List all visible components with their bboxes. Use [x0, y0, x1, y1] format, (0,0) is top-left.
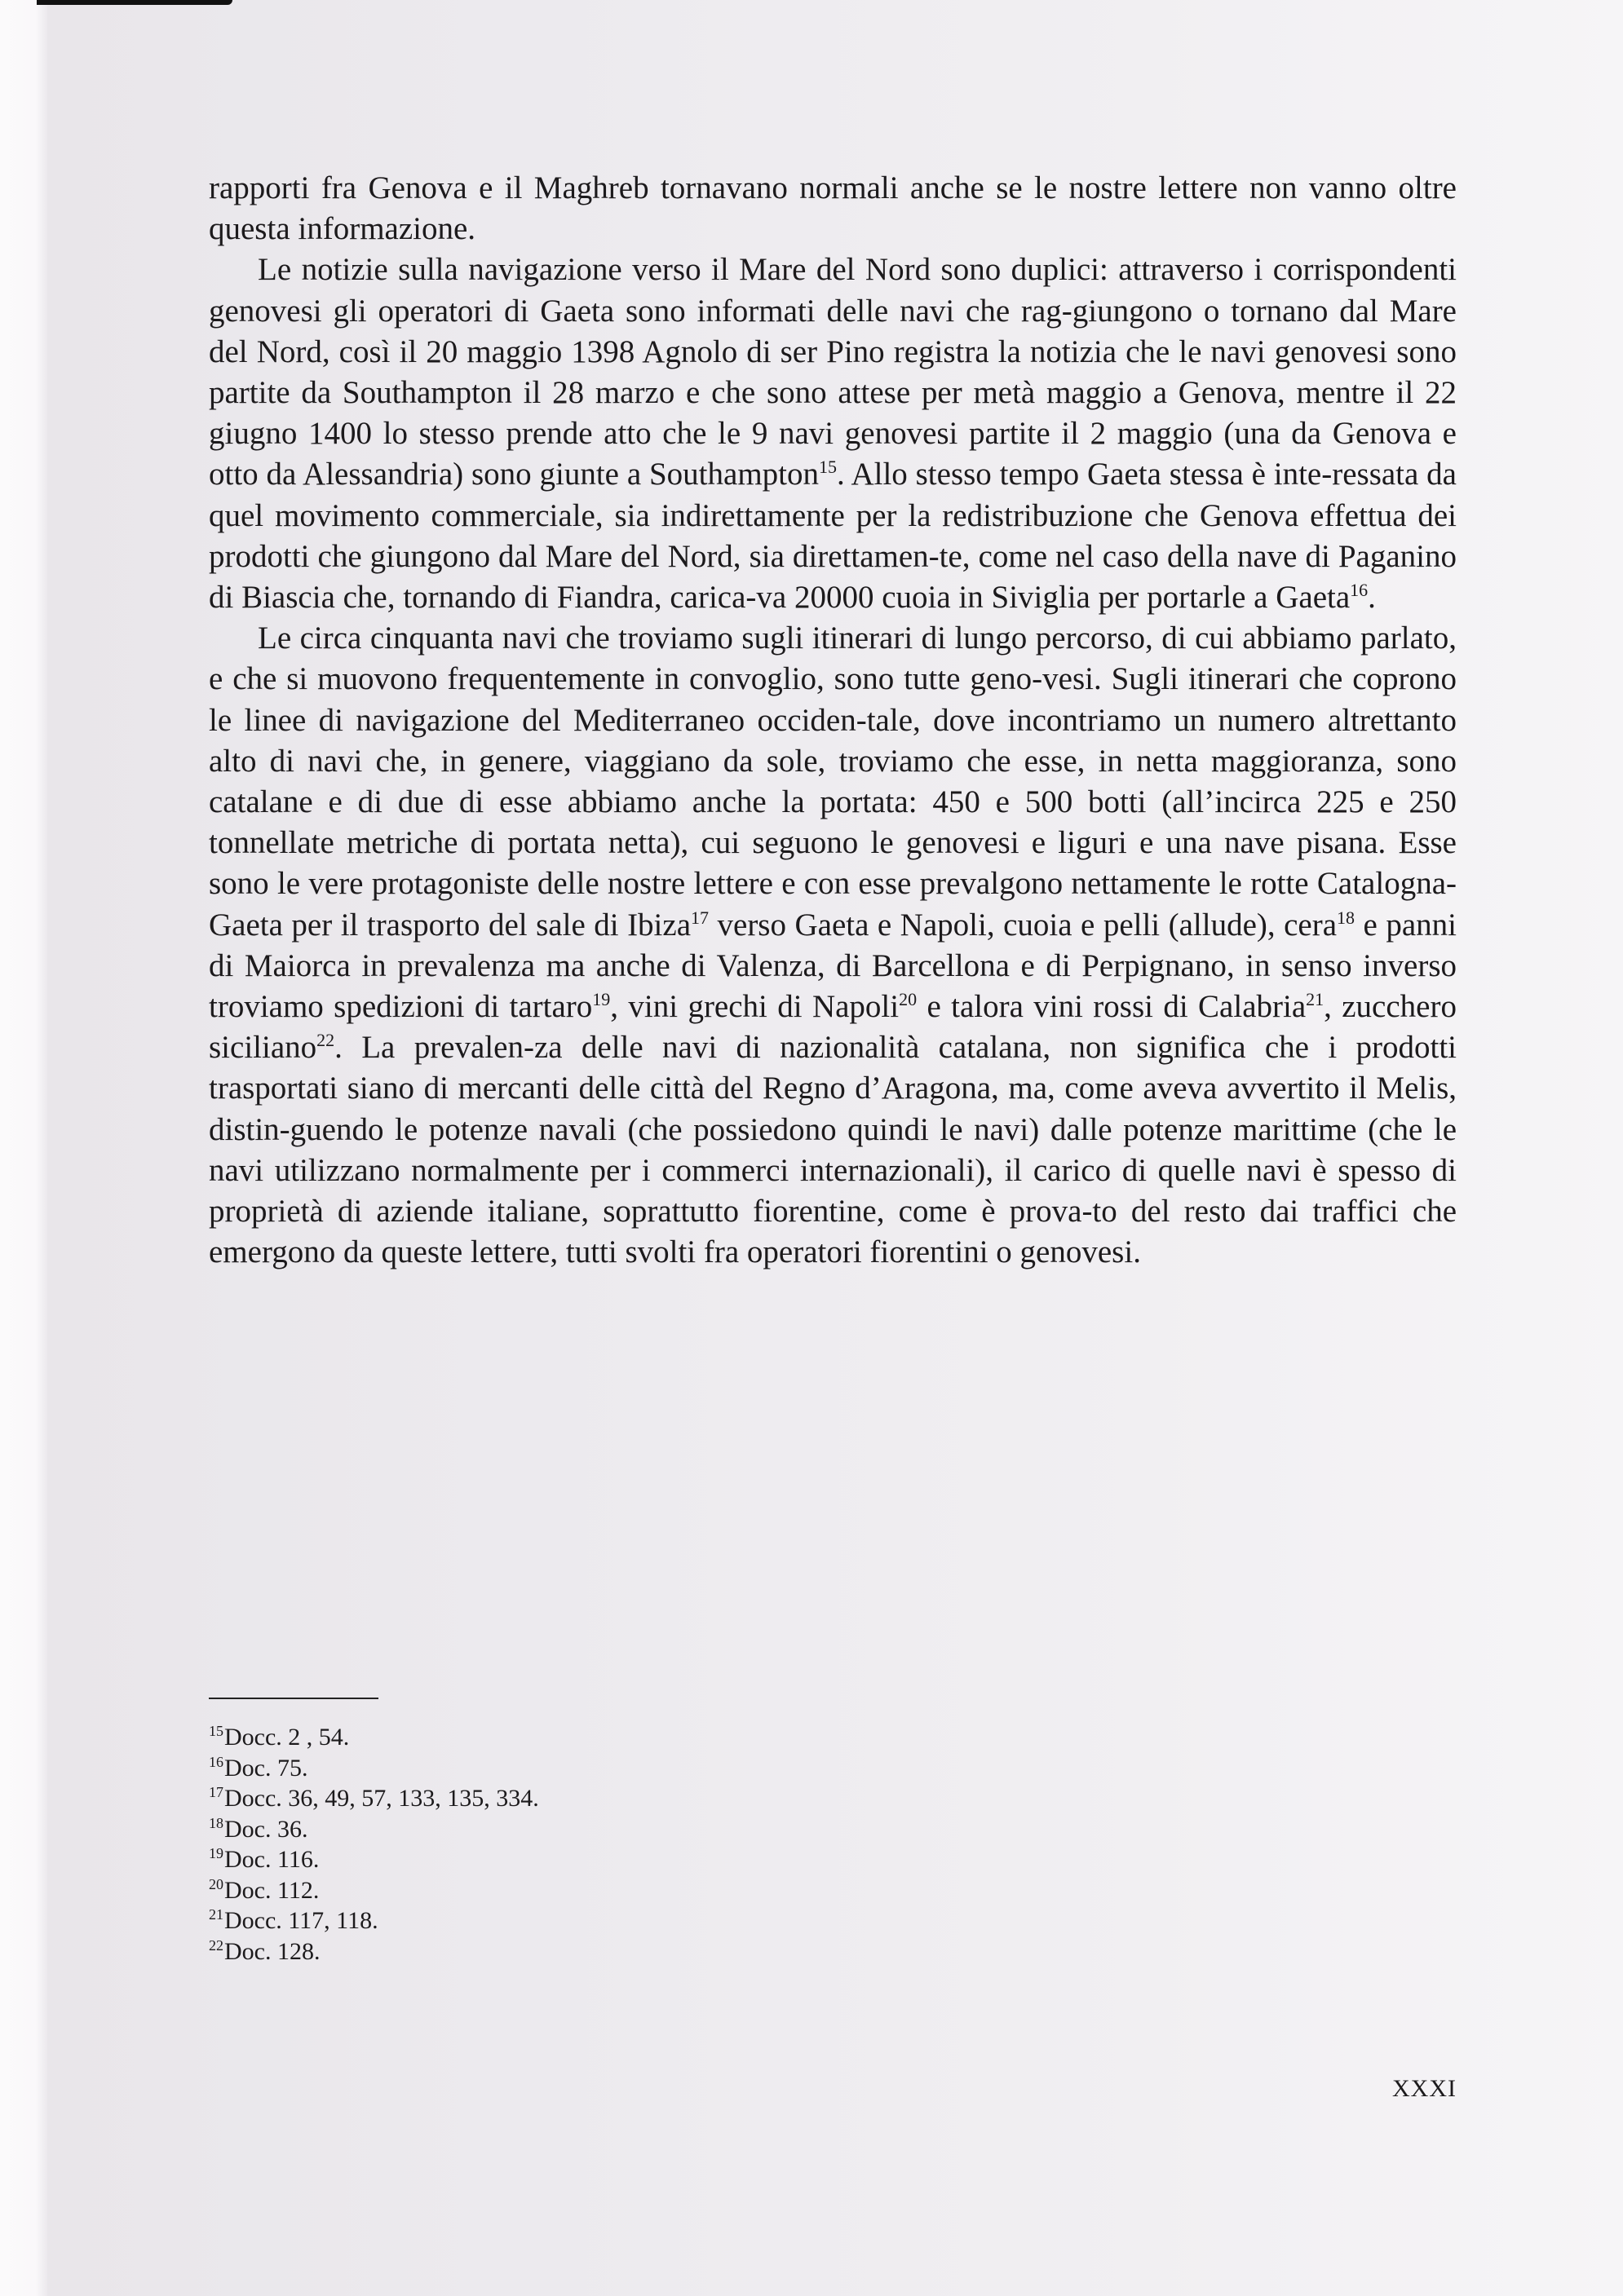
- footnote-text: Doc. 36.: [224, 1815, 308, 1843]
- footnote-number: 15: [209, 1723, 223, 1739]
- footnote-text: Doc. 116.: [224, 1846, 320, 1873]
- footnote: [209, 1783, 539, 1814]
- footnote-number: 18: [209, 1814, 223, 1831]
- text-run: Le circa cinquanta navi che troviamo sugli itinerari di lungo percorso, di cui abbiamo parlato, e che si muovono frequentemente in convoglio, sono tutte geno-vesi. Sugli itinerari che coprono le linee di navigazione del Mediterraneo occiden-tale, dove incontriamo un numero altrettanto alto di navi che, in genere, viaggiano da sole, troviamo che esse, in netta maggioranza, sono catalane e di due di esse abbiamo anche la portata: 450 e 500 botti (all’incirca 225 e 250 tonnellate metriche di portata netta), cui seguono le genovesi e liguri e una nave pisana. Esse sono le vere protagoniste delle nostre lettere e con esse prevalgono nettamente le rotte Catalogna-Gaeta per il trasporto del sale di Ibiza: [209, 620, 1457, 943]
- text-run: .: [1368, 580, 1376, 616]
- text-run: . Allo stesso tempo Gaeta stessa è inte-ressata da quel movimento commerciale, sia indirettamente per la redistribuzione che Genova effettua dei prodotti che giungono dal Mare del Nord, sia direttamen-te, come nel caso della nave di Paganino di Biascia che, tornando di Fiandra, carica-va 20000 cuoia in Siviglia per portarle a Gaeta: [209, 457, 1457, 616]
- footnotes: [209, 1722, 539, 1967]
- footnote-text: Doc. 75.: [224, 1754, 308, 1782]
- page-edge: [0, 0, 47, 2296]
- footnote-separator: [209, 1698, 378, 1699]
- text-run: rapporti fra Genova e il Maghreb tornavano normali anche se le nostre lettere non vanno oltre questa informazione.: [209, 170, 1457, 247]
- paragraph: [209, 249, 1457, 618]
- text-run: Le notizie sulla navigazione verso il Mare del Nord sono duplici: attraverso i corrispondenti genovesi gli operatori di Gaeta sono informati delle navi che rag-giungono o tornano dal Mare del Nord, così il 20 maggio 1398 Agnolo di ser Pino registra la notizia che le navi genovesi sono partite da Southampton il 28 marzo e che sono attese per metà maggio a Genova, mentre il 22 giugno 1400 lo stesso prende atto che le 9 navi genovesi partite il 2 maggio (una da Genova e otto da Alessandria) sono giunte a Southampton: [209, 252, 1457, 492]
- footnote-ref[interactable]: 15: [819, 457, 837, 478]
- footnote-number: 21: [209, 1906, 223, 1923]
- page-number: XXXI: [1392, 2075, 1457, 2102]
- footnote-number: 20: [209, 1875, 223, 1892]
- footnote-ref[interactable]: 18: [1337, 907, 1355, 928]
- text-run: e panni di Maiorca in prevalenza ma anche di Valenza, di Barcellona e di Perpignano, in senso inverso troviamo spedizioni di tartaro: [209, 907, 1457, 1025]
- footnote: [209, 1875, 539, 1906]
- footnote-text: Docc. 36, 49, 57, 133, 135, 334.: [224, 1785, 539, 1812]
- footnote-ref[interactable]: 20: [899, 989, 918, 1010]
- paragraph: [209, 618, 1457, 1273]
- footnote-ref[interactable]: 22: [316, 1030, 335, 1051]
- footnote-text: Docc. 117, 118.: [224, 1907, 378, 1934]
- footnote-number: 16: [209, 1753, 223, 1770]
- paragraph: [209, 168, 1457, 249]
- text-run: , zucchero siciliano: [209, 989, 1457, 1066]
- footnote: [209, 1844, 539, 1875]
- footnote-text: Doc. 128.: [224, 1937, 321, 1965]
- footnote: [209, 1936, 539, 1967]
- footnote-ref[interactable]: 19: [592, 989, 611, 1010]
- text-run: e talora vini rossi di Calabria: [917, 989, 1307, 1025]
- footnote-ref[interactable]: 16: [1350, 580, 1369, 601]
- text-run: , vini grechi di Napoli: [610, 989, 900, 1025]
- footnote: [209, 1722, 539, 1753]
- body-text: [209, 168, 1457, 1273]
- footnote-number: 19: [209, 1845, 223, 1861]
- footnote-number: 22: [209, 1936, 223, 1954]
- scan-edge-strip: [37, 0, 232, 5]
- text-run: verso Gaeta e Napoli, cuoia e pelli (allude), cera: [709, 907, 1338, 943]
- footnote: [209, 1814, 539, 1845]
- footnote-ref[interactable]: 21: [1306, 989, 1324, 1010]
- footnote: [209, 1753, 539, 1784]
- text-run: . La prevalen-za delle navi di nazionalità catalana, non significa che i prodotti trasportati siano di mercanti delle città del Regno d’Aragona, ma, come aveva avvertito il Melis, distin-guendo le potenze navali (che possiedono quindi le navi) dalle potenze marittime (che le navi utilizzano normalmente per i commerci internazionali), il carico di quelle navi è spesso di proprietà di aziende italiane, soprattutto fiorentine, come è prova-to del resto dai traffici che emergono da queste lettere, tutti svolti fra operatori fiorentini o genovesi.: [209, 1030, 1457, 1270]
- footnote-text: Docc. 2 , 54.: [224, 1724, 350, 1751]
- footnote-text: Doc. 112.: [224, 1876, 320, 1904]
- footnote-ref[interactable]: 17: [691, 907, 710, 928]
- footnote-number: 17: [209, 1784, 223, 1800]
- footnote: [209, 1905, 539, 1936]
